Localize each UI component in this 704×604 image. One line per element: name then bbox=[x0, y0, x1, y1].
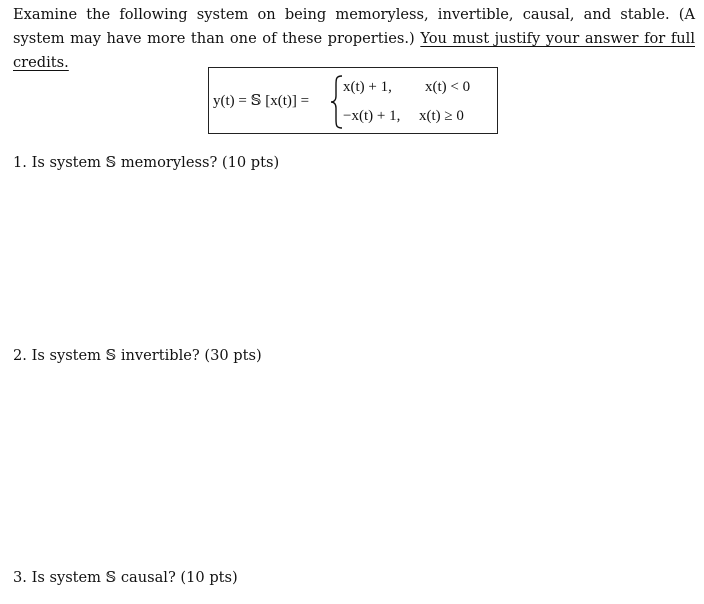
system-equation-box bbox=[208, 67, 498, 134]
case1-condition: x(t) < 0 bbox=[425, 79, 471, 95]
question-causal: 3. Is system 𝕊 causal? (10 pts) bbox=[13, 569, 238, 586]
case1-expression: x(t) + 1, bbox=[343, 79, 392, 95]
case2-expression: −x(t) + 1, bbox=[343, 108, 401, 124]
justification-note: You must justify your answer for full credits. bbox=[13, 30, 695, 71]
left-brace-icon bbox=[330, 75, 344, 129]
question-memoryless: 1. Is system 𝕊 memoryless? (10 pts) bbox=[13, 154, 280, 171]
equation-lhs: y(t) = 𝕊 [x(t)] = bbox=[213, 93, 310, 109]
case2-condition: x(t) ≥ 0 bbox=[419, 108, 464, 124]
question-invertible: 2. Is system 𝕊 invertible? (30 pts) bbox=[13, 347, 262, 364]
problem-statement bbox=[13, 3, 695, 75]
intro-text: Examine the following system on being memoryless, invertible, causal, and stable. (A system may have more than one of these properties.) bbox=[13, 6, 695, 47]
